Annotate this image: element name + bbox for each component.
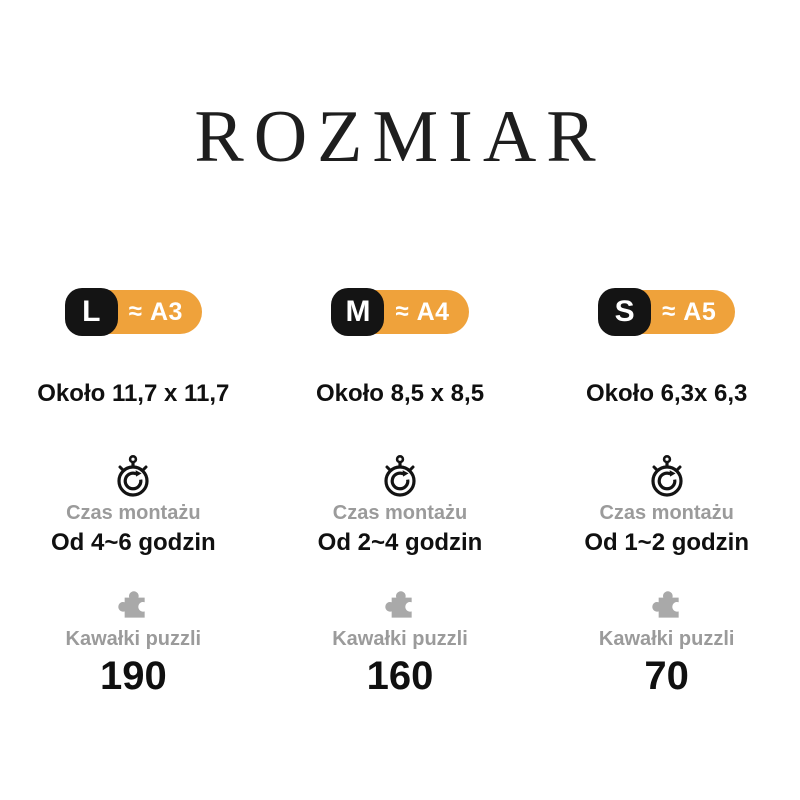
size-column-s	[533, 290, 800, 699]
puzzle-pieces-count: 190	[99, 654, 167, 699]
puzzle-pieces-count: 160	[366, 654, 434, 699]
approx-symbol: ≈	[662, 298, 676, 325]
puzzle-piece-icon	[380, 586, 420, 626]
approx-symbol: ≈	[395, 298, 409, 325]
paper-size-label: A4	[416, 297, 450, 326]
size-column-m	[267, 290, 534, 699]
stopwatch-icon	[644, 452, 690, 500]
size-letter-chip: M	[331, 288, 384, 336]
size-letter-chip: L	[65, 288, 118, 336]
approx-symbol: ≈	[128, 298, 142, 325]
size-column-l	[0, 290, 267, 699]
dimensions-text: Około 11,7 x 11,7	[37, 380, 230, 407]
assembly-time-value: Od 4~6 godzin	[50, 528, 216, 556]
dimensions-text: Około 6,3x 6,3	[585, 380, 748, 407]
puzzle-pieces-count: 70	[644, 654, 689, 699]
puzzle-pieces-label: Kawałki puzzli	[332, 628, 468, 651]
puzzle-piece-icon	[113, 586, 153, 626]
puzzle-pieces-label: Kawałki puzzli	[598, 628, 735, 651]
assembly-time-label: Czas montażu	[599, 501, 734, 524]
assembly-time-value: Od 1~2 godzin	[584, 528, 750, 556]
size-letter-chip: S	[598, 288, 651, 336]
size-comparison-grid	[0, 290, 800, 699]
dimensions-text: Około 8,5 x 8,5	[315, 380, 485, 407]
assembly-time-label: Czas montażu	[66, 501, 201, 524]
size-badge	[598, 290, 735, 334]
stopwatch-icon	[377, 452, 423, 500]
paper-size-label: A5	[683, 297, 717, 326]
size-badge	[331, 290, 468, 334]
page-title: ROZMIAR	[194, 96, 606, 178]
size-badge	[65, 290, 202, 334]
stopwatch-icon	[110, 452, 156, 500]
paper-size-label: A3	[149, 297, 183, 326]
puzzle-pieces-label: Kawałki puzzli	[65, 628, 202, 651]
assembly-time-value: Od 2~4 godzin	[317, 528, 483, 556]
puzzle-piece-icon	[647, 586, 687, 626]
assembly-time-label: Czas montażu	[332, 501, 468, 524]
